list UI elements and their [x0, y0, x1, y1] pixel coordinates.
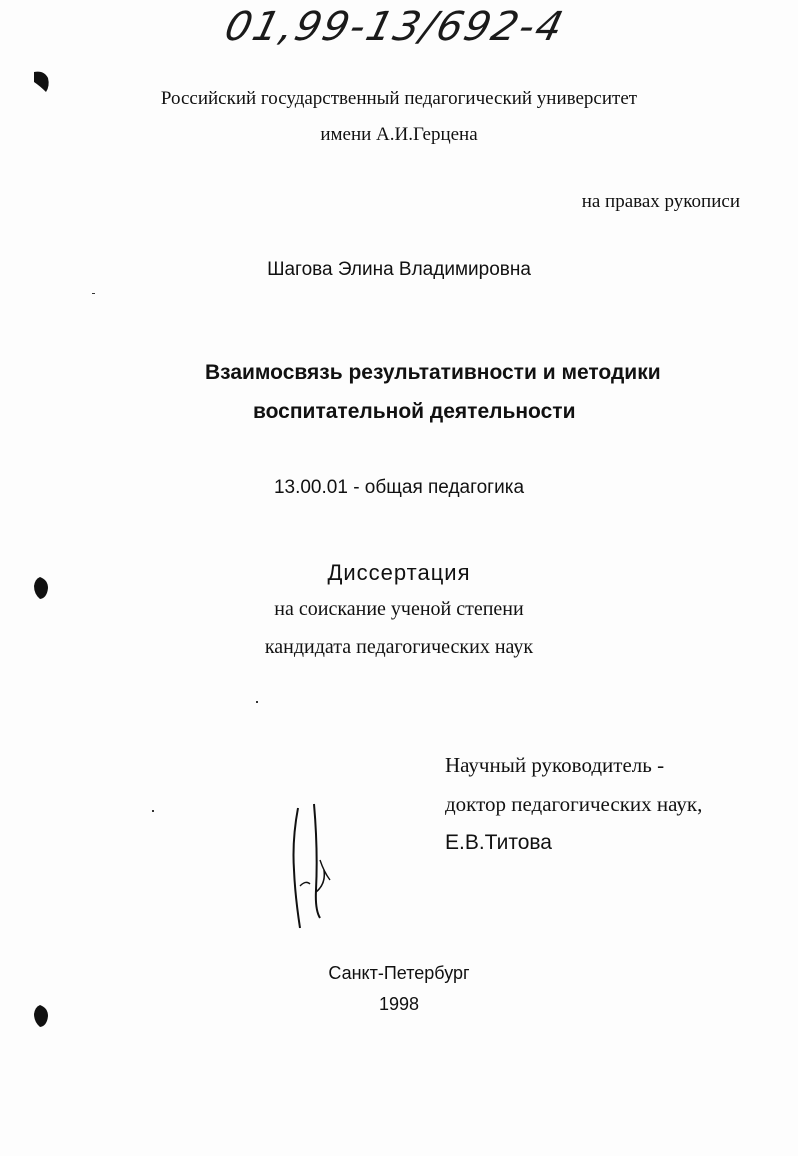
document-type: Диссертация: [327, 560, 471, 585]
institution-name-suffix: имени А.И.Герцена: [320, 124, 478, 145]
publication-city: Санкт-Петербург: [328, 963, 470, 983]
scan-speck: [152, 810, 154, 812]
supervisor-degree: доктор педагогических наук,: [445, 792, 703, 816]
scan-speck: [92, 293, 95, 294]
manuscript-note: на правах рукописи: [581, 191, 740, 212]
supervisor-role: Научный руководитель -: [445, 753, 665, 777]
publication-year: 1998: [378, 994, 420, 1014]
dissertation-title-line-1: Взаимосвязь результативности и методики: [205, 361, 661, 384]
supervisor-name: Е.В.Титова: [445, 831, 552, 854]
scan-speck: [256, 701, 258, 703]
degree-line-1: на соискание ученой степени: [274, 598, 524, 620]
degree-line-2: кандидата педагогических наук: [264, 636, 534, 658]
handwritten-archive-code: 01,99-13/692-4: [220, 4, 570, 50]
dissertation-title-line-2: воспитательной деятельности: [253, 400, 576, 423]
institution-name: Российский государственный педагогический университет: [160, 88, 638, 109]
author-name: Шагова Элина Владимировна: [267, 259, 531, 280]
specialty-code: 13.00.01 - общая педагогика: [273, 477, 525, 498]
signature-icon: [280, 800, 350, 940]
